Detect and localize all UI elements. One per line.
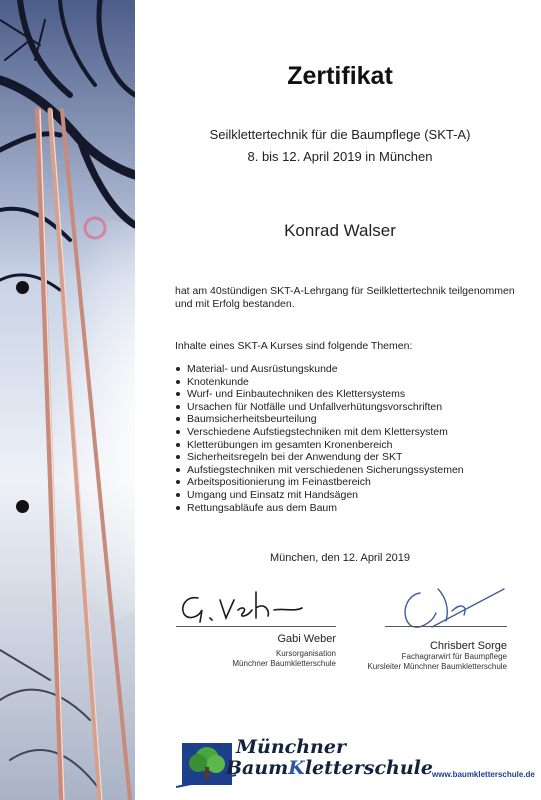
signature-line [385, 626, 507, 627]
signature-chrisbert-sorge [392, 585, 512, 645]
list-item: Sicherheitsregeln bei der Anwendung der SKT [187, 451, 464, 464]
place-date: München, den 12. April 2019 [269, 552, 411, 564]
course-dates: 8. bis 12. April 2019 in München [247, 149, 433, 164]
signer-role: Kursorganisation [275, 649, 336, 658]
list-item: Rettungsabläufe aus dem Baum [187, 502, 464, 515]
list-item: Baumsicherheitsbeurteilung [187, 413, 464, 426]
course-name: Seilklettertechnik für die Baumpflege (SKT-A) [209, 127, 471, 142]
list-item: Arbeitspositionierung im Feinastbereich [187, 476, 464, 489]
certificate-title: Zertifikat [287, 62, 393, 90]
participant-name: Konrad Walser [284, 221, 396, 240]
completion-statement: hat am 40stündigen SKT-A-Lehrgang für Seilklettertechnik teilgenommen und mit Erfolg bestanden. [175, 285, 515, 310]
website-link[interactable]: www.baumkletterschule.de [432, 770, 535, 779]
signature-gabi-weber [176, 588, 316, 628]
logo-text-line2: BaumKletterschule [226, 757, 433, 779]
list-item: Ursachen für Notfälle und Unfallverhütungsvorschriften [187, 401, 464, 414]
signer-name: Gabi Weber [277, 633, 336, 645]
list-item: Umgang und Einsatz mit Handsägen [187, 489, 464, 502]
signer-organization: Kursleiter Münchner Baumkletterschule [367, 662, 507, 671]
logo-text-line1: Münchner [236, 736, 346, 758]
signer-organization: Münchner Baumkletterschule [232, 659, 336, 668]
signer-role: Fachagrarwirt für Baumpflege [401, 652, 507, 661]
punch-hole [16, 281, 29, 294]
list-item: Wurf- und Einbautechniken des Klettersystems [187, 388, 464, 401]
list-item: Material- und Ausrüstungskunde [187, 363, 464, 376]
list-item: Kletterübungen im gesamten Kronenbereich [187, 439, 464, 452]
signature-line [176, 626, 336, 627]
tree-climbing-photo [0, 0, 135, 800]
topics-intro: Inhalte eines SKT-A Kurses sind folgende Themen: [175, 340, 413, 352]
signer-name: Chrisbert Sorge [429, 640, 507, 652]
list-item: Knotenkunde [187, 376, 464, 389]
list-item: Aufstiegstechniken mit verschiedenen Sicherungssystemen [187, 463, 464, 476]
list-item: Verschiedene Aufstiegstechniken mit dem Klettersystem [187, 426, 464, 439]
punch-hole [16, 500, 29, 513]
topics-list [175, 363, 464, 514]
